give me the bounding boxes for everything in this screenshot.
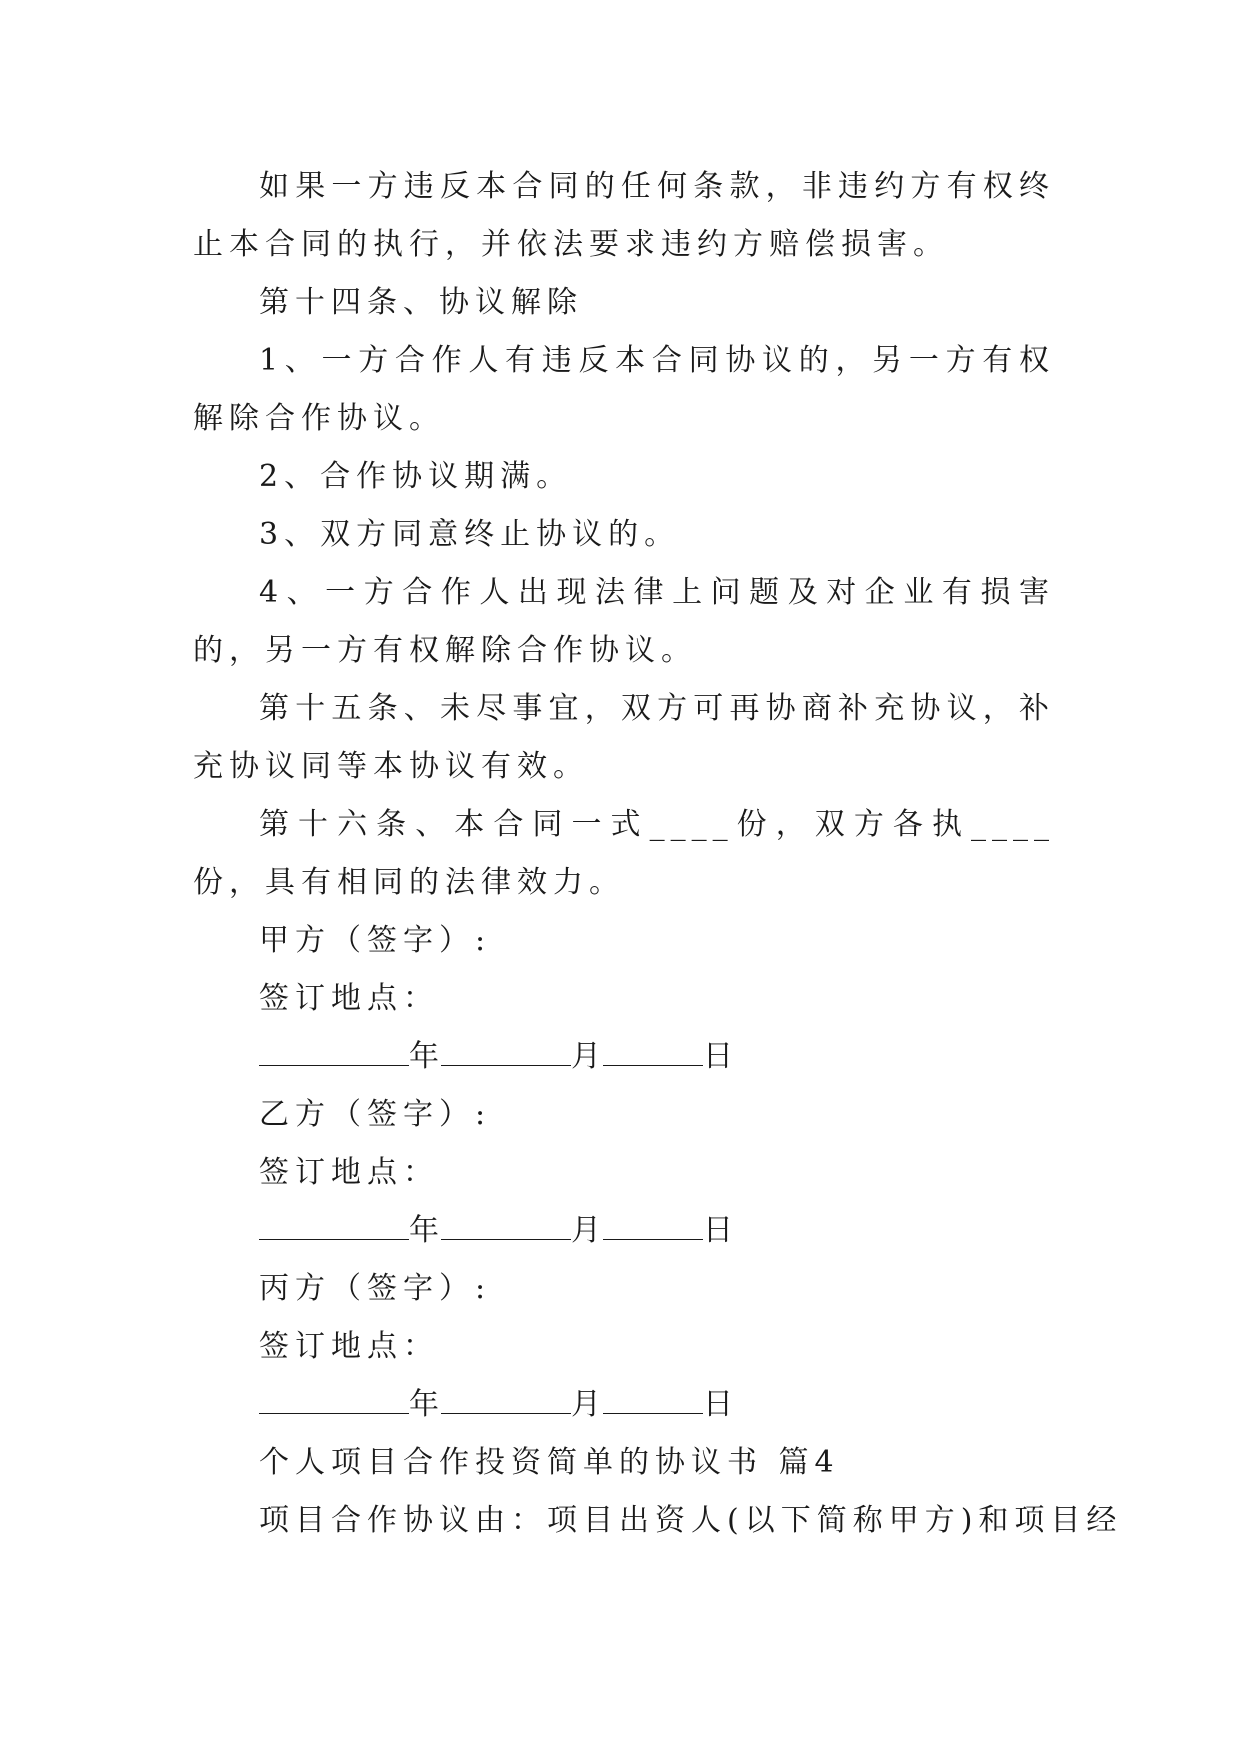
month-blank — [441, 1215, 571, 1240]
year-blank — [259, 1389, 409, 1414]
month-blank — [441, 1389, 571, 1414]
day-label: 日 — [703, 1213, 735, 1248]
year-blank — [259, 1215, 409, 1240]
year-label: 年 — [409, 1213, 441, 1248]
party-c-place: 签订地点： — [259, 1329, 439, 1364]
agreement-intro: 项目合作协议由：项目出资人(以下简称甲方)和项目经 — [259, 1503, 1123, 1538]
day-label: 日 — [703, 1039, 735, 1074]
party-a-place: 签订地点： — [259, 981, 439, 1016]
year-blank — [259, 1041, 409, 1066]
breach-paragraph: 如果一方违反本合同的任何条款，非违约方有权终止本合同的执行，并依法要求违约方赔偿损害。 — [193, 169, 1055, 262]
document-body — [193, 158, 1123, 1550]
article-14-item-2: 2、合作协议期满。 — [259, 459, 573, 494]
day-label: 日 — [703, 1387, 735, 1422]
day-blank — [603, 1389, 703, 1414]
party-a-date — [193, 1028, 1055, 1086]
day-blank — [603, 1215, 703, 1240]
month-blank — [441, 1041, 571, 1066]
party-a-signature: 甲方（签字）: — [259, 923, 492, 958]
month-label: 月 — [571, 1213, 603, 1248]
article-16: 第十六条、本合同一式____份，双方各执____份，具有相同的法律效力。 — [193, 807, 1055, 900]
party-c-date — [193, 1376, 1055, 1434]
article-14-item-4: 4、一方合作人出现法律上问题及对企业有损害的，另一方有权解除合作协议。 — [193, 575, 1055, 668]
party-b-signature: 乙方（签字）: — [259, 1097, 492, 1132]
article-15: 第十五条、未尽事宜，双方可再协商补充协议，补充协议同等本协议有效。 — [193, 691, 1055, 784]
party-c-signature: 丙方（签字）: — [259, 1271, 492, 1306]
article-14-item-1: 1、一方合作人有违反本合同协议的，另一方有权解除合作协议。 — [193, 343, 1055, 436]
party-b-date — [193, 1202, 1055, 1260]
article-14-title: 第十四条、协议解除 — [259, 285, 583, 320]
section-title: 个人项目合作投资简单的协议书 篇4 — [259, 1445, 840, 1480]
year-label: 年 — [409, 1039, 441, 1074]
month-label: 月 — [571, 1387, 603, 1422]
month-label: 月 — [571, 1039, 603, 1074]
article-14-item-3: 3、双方同意终止协议的。 — [259, 517, 681, 552]
day-blank — [603, 1041, 703, 1066]
year-label: 年 — [409, 1387, 441, 1422]
party-b-place: 签订地点： — [259, 1155, 439, 1190]
